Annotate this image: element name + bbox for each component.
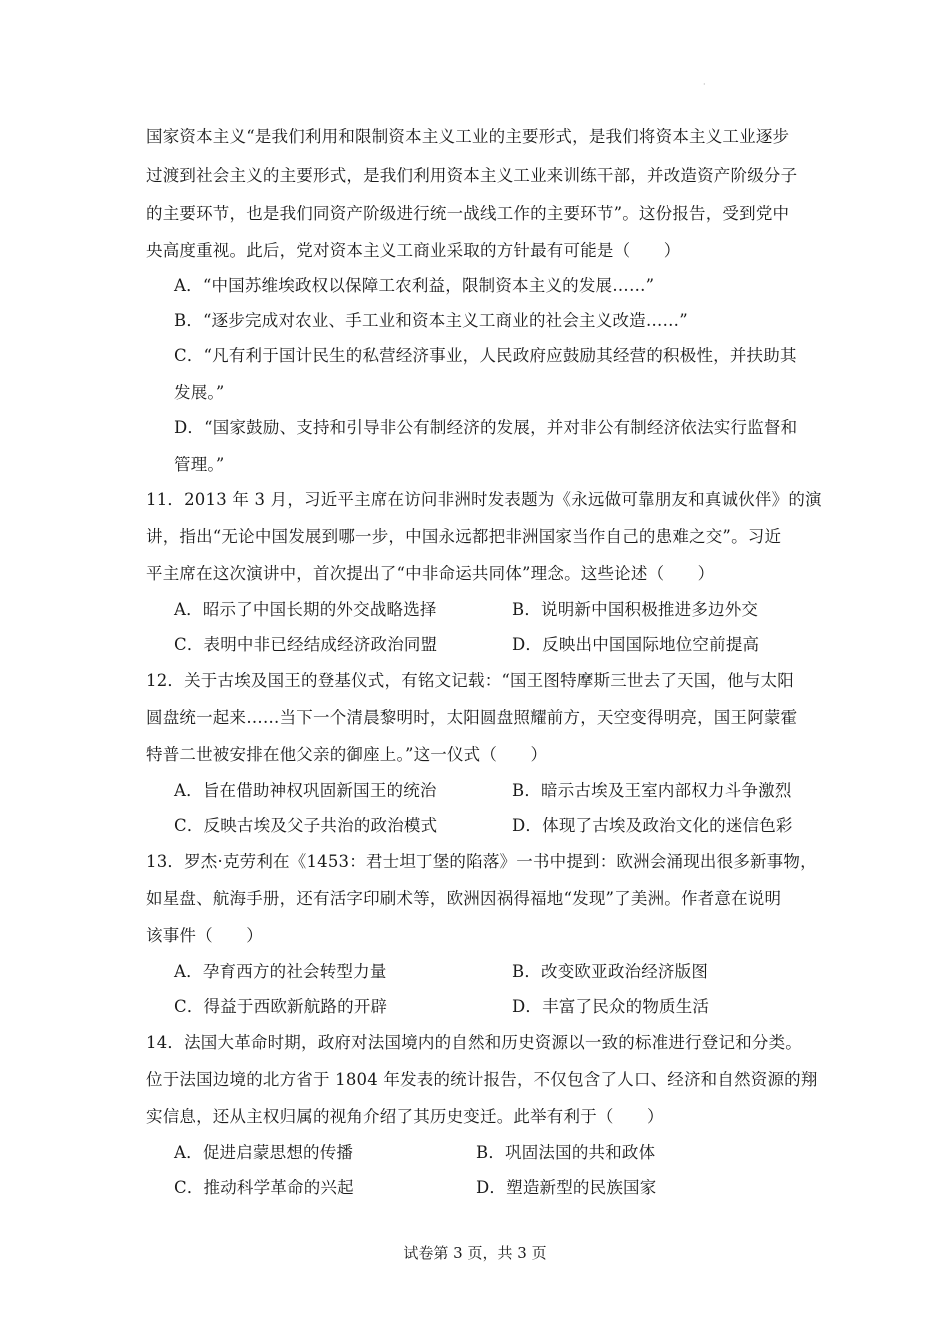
q12-option-a: A．旨在借助神权巩固新国王的统治 — [174, 781, 437, 800]
q13-stem: 该事件（ ） — [146, 926, 263, 945]
q14-option-c: C．推动科学革命的兴起 — [174, 1178, 354, 1197]
q11-option-c: C．表明中非已经结成经济政治同盟 — [174, 635, 438, 654]
q12-option-d: D．体现了古埃及政治文化的迷信色彩 — [512, 816, 793, 835]
q13-stem: 如星盘、航海手册，还有活字印刷术等，欧洲因祸得福地“发现”了美洲。作者意在说明 — [146, 889, 782, 908]
q14-option-b: B．巩固法国的共和政体 — [476, 1143, 656, 1162]
q12-option-b: B．暗示古埃及王室内部权力斗争激烈 — [512, 781, 792, 800]
q10-option-b: B．“逐步完成对农业、手工业和资本主义工商业的社会主义改造……” — [174, 311, 688, 330]
q12-stem: 特普二世被安排在他父亲的御座上。”这一仪式（ ） — [146, 745, 548, 764]
q13-option-b: B．改变欧亚政治经济版图 — [512, 962, 709, 981]
q10-option-d-cont: 管理。” — [174, 455, 225, 474]
q10-option-a: A．“中国苏维埃政权以保障工农利益，限制资本主义的发展……” — [174, 276, 655, 295]
q10-option-d: D．“国家鼓励、支持和引导非公有制经济的发展，并对非公有制经济依法实行监督和 — [174, 418, 798, 437]
paragraph-line: 的主要环节，也是我们同资产阶级进行统一战线工作的主要环节”。这份报告，受到党中 — [146, 204, 790, 223]
q11-stem: 11．2013 年 3 月，习近平主席在访问非洲时发表题为《永远做可靠朋友和真诚伙伴》的演 — [146, 490, 822, 509]
q10-option-c-cont: 发展。” — [174, 383, 225, 402]
q14-stem: 位于法国边境的北方省于 1804 年发表的统计报告，不仅包含了人口、经济和自然资源的翔 — [146, 1070, 818, 1089]
q13-option-c: C．得益于西欧新航路的开辟 — [174, 997, 388, 1016]
q11-option-a: A．昭示了中国长期的外交战略选择 — [174, 600, 437, 619]
paragraph-line: 央高度重视。此后，党对资本主义工商业采取的方针最有可能是（ ） — [146, 241, 681, 260]
q14-option-a: A．促进启蒙思想的传播 — [174, 1143, 354, 1162]
q12-stem: 12．关于古埃及国王的登基仪式，有铭文记载：“国王图特摩斯三世去了天国，他与太阳 — [146, 671, 794, 690]
paragraph-line: 过渡到社会主义的主要形式，是我们利用资本主义工业来训练干部，并改造资产阶级分子 — [146, 166, 798, 185]
scan-dot: · — [703, 80, 706, 89]
q13-option-d: D．丰富了民众的物质生活 — [512, 997, 710, 1016]
q14-stem: 14．法国大革命时期，政府对法国境内的自然和历史资源以一致的标准进行登记和分类。 — [146, 1033, 802, 1052]
q13-option-a: A．孕育西方的社会转型力量 — [174, 962, 387, 981]
q14-option-d: D．塑造新型的民族国家 — [476, 1178, 657, 1197]
page-footer: 试卷第 3 页，共 3 页 — [403, 1244, 547, 1262]
q11-option-d: D．反映出中国国际地位空前提高 — [512, 635, 760, 654]
paragraph-line: 国家资本主义“是我们利用和限制资本主义工业的主要形式，是我们将资本主义工业逐步 — [146, 127, 790, 146]
q11-stem: 平主席在这次演讲中，首次提出了“中非命运共同体”理念。这些论述（ ） — [146, 564, 715, 583]
q11-stem: 讲，指出“无论中国发展到哪一步，中国永远都把非洲国家当作自己的患难之交”。习近 — [146, 527, 782, 546]
q10-option-c: C．“凡有利于国计民生的私营经济事业，人民政府应鼓励其经营的积极性，并扶助其 — [174, 346, 797, 365]
q11-option-b: B．说明新中国积极推进多边外交 — [512, 600, 759, 619]
q12-option-c: C．反映古埃及父子共治的政治模式 — [174, 816, 438, 835]
q12-stem: 圆盘统一起来……当下一个清晨黎明时，太阳圆盘照耀前方，天空变得明亮，国王阿蒙霍 — [146, 708, 798, 727]
q14-stem: 实信息，还从主权归属的视角介绍了其历史变迁。此举有利于（ ） — [146, 1107, 664, 1126]
q13-stem: 13．罗杰·克劳利在《1453：君士坦丁堡的陷落》一书中提到：欧洲会涌现出很多新事物， — [146, 852, 817, 871]
